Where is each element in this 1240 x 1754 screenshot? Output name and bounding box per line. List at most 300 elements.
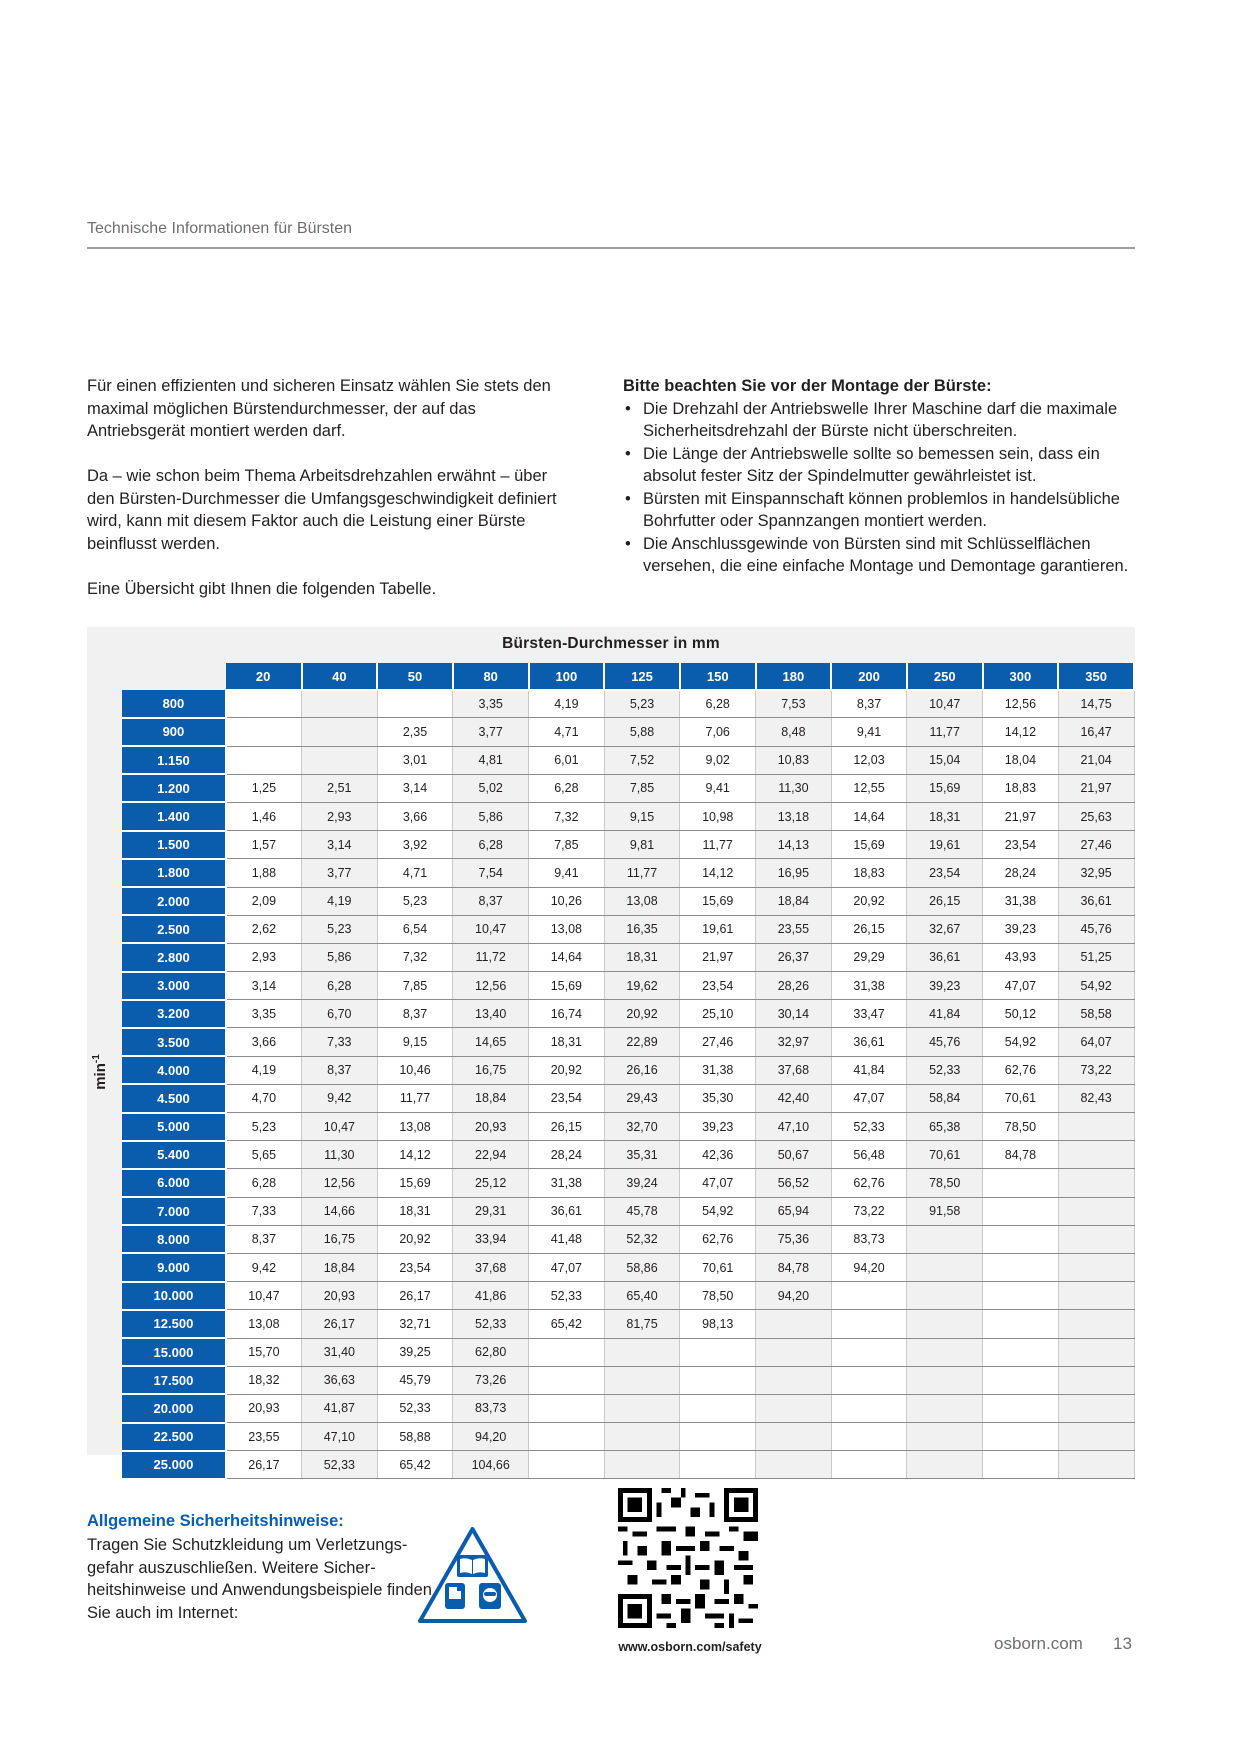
table-cell: 30,14 — [756, 1000, 832, 1028]
table-cell: 47,07 — [983, 972, 1059, 1000]
table-cell: 39,24 — [604, 1169, 680, 1197]
row-header-rpm: 3.200 — [122, 1000, 226, 1028]
row-header-rpm: 1.500 — [122, 831, 226, 859]
table-row — [122, 1113, 1134, 1141]
table-cell: 58,86 — [604, 1253, 680, 1281]
column-header-diameter: 150 — [680, 663, 756, 690]
table-cell: 58,88 — [377, 1423, 453, 1451]
speed-table-panel — [87, 627, 1135, 1473]
table-cell: 10,83 — [756, 746, 832, 774]
table-cell — [907, 1282, 983, 1310]
table-cell: 19,62 — [604, 972, 680, 1000]
table-cell: 52,33 — [453, 1310, 529, 1338]
table-cell: 52,33 — [377, 1394, 453, 1422]
table-cell: 26,17 — [377, 1282, 453, 1310]
table-cell: 3,77 — [453, 718, 529, 746]
list-item: • Die Länge der Antriebswelle sollte so bemessen sein, dass ein absolut fester Sitz der Spindelmutter gewährleistet ist. — [623, 443, 1143, 488]
table-cell: 14,13 — [756, 831, 832, 859]
mounting-notes-list — [623, 398, 1143, 578]
table-cell: 25,10 — [680, 1000, 756, 1028]
table-cell: 5,23 — [226, 1113, 302, 1141]
table-cell: 42,40 — [756, 1084, 832, 1112]
table-cell: 52,33 — [529, 1282, 605, 1310]
table-cell: 23,55 — [756, 915, 832, 943]
list-item: • Die Drehzahl der Antriebswelle Ihrer Maschine darf die maximale Sicherheitsdrehzahl der Bürste nicht überschreiten. — [623, 398, 1143, 443]
table-cell — [1058, 1169, 1134, 1197]
table-cell: 22,89 — [604, 1028, 680, 1056]
table-cell: 25,12 — [453, 1169, 529, 1197]
table-cell: 84,78 — [756, 1253, 832, 1281]
table-cell: 31,38 — [983, 887, 1059, 915]
table-cell: 18,31 — [377, 1197, 453, 1225]
table-cell: 78,50 — [907, 1169, 983, 1197]
table-cell: 16,95 — [756, 859, 832, 887]
table-row — [122, 887, 1134, 915]
table-cell — [1058, 1394, 1134, 1422]
table-cell: 37,68 — [453, 1253, 529, 1281]
table-cell: 4,81 — [453, 746, 529, 774]
page-number: 13 — [1113, 1634, 1132, 1653]
table-cell: 65,42 — [529, 1310, 605, 1338]
table-cell: 31,38 — [529, 1169, 605, 1197]
table-cell: 54,92 — [1058, 972, 1134, 1000]
table-row — [122, 859, 1134, 887]
table-cell: 47,07 — [680, 1169, 756, 1197]
table-cell: 28,24 — [983, 859, 1059, 887]
table-row — [122, 1394, 1134, 1422]
table-cell: 73,22 — [831, 1197, 907, 1225]
table-cell — [983, 1282, 1059, 1310]
table-cell: 16,47 — [1058, 718, 1134, 746]
footer-site: osborn.com — [994, 1634, 1083, 1653]
table-cell: 7,52 — [604, 746, 680, 774]
table-row — [122, 1197, 1134, 1225]
table-row — [122, 746, 1134, 774]
table-cell: 1,88 — [226, 859, 302, 887]
row-header-rpm: 9.000 — [122, 1253, 226, 1281]
header-divider — [87, 247, 1135, 249]
table-cell: 9,02 — [680, 746, 756, 774]
table-cell: 28,24 — [529, 1141, 605, 1169]
safety-instructions-sign-icon — [415, 1525, 530, 1625]
table-cell: 7,33 — [302, 1028, 378, 1056]
table-cell: 42,36 — [680, 1141, 756, 1169]
column-header-diameter: 125 — [604, 663, 680, 690]
table-cell: 6,28 — [453, 831, 529, 859]
table-row — [122, 1253, 1134, 1281]
table-cell: 3,14 — [377, 774, 453, 802]
table-cell: 73,26 — [453, 1366, 529, 1394]
table-cell: 26,15 — [529, 1113, 605, 1141]
table-cell: 10,47 — [226, 1282, 302, 1310]
table-cell: 11,77 — [907, 718, 983, 746]
table-cell: 8,37 — [453, 887, 529, 915]
table-row — [122, 831, 1134, 859]
table-cell: 94,20 — [453, 1423, 529, 1451]
list-item: • Bürsten mit Einspannschaft können problemlos in handelsübliche Bohrfutter oder Spannzangen montiert werden. — [623, 488, 1143, 533]
table-cell: 22,94 — [453, 1141, 529, 1169]
table-cell: 62,76 — [680, 1225, 756, 1253]
intro-paragraph: Für einen effizienten und sicheren Einsatz wählen Sie stets den maximal möglichen Bürstendurchmesser, der auf das Antriebsgerät montiert werden darf. — [87, 377, 551, 440]
table-row — [122, 1338, 1134, 1366]
table-cell: 4,19 — [302, 887, 378, 915]
table-title: Bürsten-Durchmesser in mm — [502, 635, 720, 652]
table-cell: 12,55 — [831, 774, 907, 802]
table-cell: 58,84 — [907, 1084, 983, 1112]
row-header-rpm: 25.000 — [122, 1451, 226, 1479]
table-cell: 47,07 — [529, 1253, 605, 1281]
table-cell — [831, 1310, 907, 1338]
row-header-rpm: 2.800 — [122, 943, 226, 971]
table-cell: 23,54 — [983, 831, 1059, 859]
row-header-rpm: 12.500 — [122, 1310, 226, 1338]
table-cell: 4,71 — [529, 718, 605, 746]
table-row — [122, 1423, 1134, 1451]
table-cell: 12,56 — [983, 690, 1059, 718]
table-cell: 5,23 — [604, 690, 680, 718]
table-cell: 4,19 — [226, 1056, 302, 1084]
table-cell: 39,23 — [983, 915, 1059, 943]
table-cell: 33,47 — [831, 1000, 907, 1028]
page-header-title: Technische Informationen für Bürsten — [87, 220, 353, 237]
table-cell: 21,97 — [1058, 774, 1134, 802]
table-cell: 37,68 — [756, 1056, 832, 1084]
table-cell: 23,54 — [377, 1253, 453, 1281]
row-header-rpm: 17.500 — [122, 1366, 226, 1394]
row-header-rpm: 2.500 — [122, 915, 226, 943]
table-cell: 36,61 — [529, 1197, 605, 1225]
table-cell: 7,32 — [377, 943, 453, 971]
table-cell: 11,30 — [302, 1141, 378, 1169]
safety-url-link[interactable]: www.osborn.com/safety — [618, 1640, 762, 1654]
table-cell: 4,19 — [529, 690, 605, 718]
table-cell: 18,84 — [453, 1084, 529, 1112]
table-row — [122, 943, 1134, 971]
table-cell: 14,66 — [302, 1197, 378, 1225]
table-cell: 19,61 — [907, 831, 983, 859]
table-cell — [302, 690, 378, 718]
table-cell — [983, 1253, 1059, 1281]
table-cell: 16,75 — [453, 1056, 529, 1084]
table-cell: 45,79 — [377, 1366, 453, 1394]
table-cell: 25,63 — [1058, 802, 1134, 830]
table-cell: 29,43 — [604, 1084, 680, 1112]
table-cell: 13,08 — [604, 887, 680, 915]
table-cell — [907, 1451, 983, 1479]
table-cell: 41,84 — [907, 1000, 983, 1028]
table-row — [122, 1225, 1134, 1253]
row-header-rpm: 10.000 — [122, 1282, 226, 1310]
table-cell: 9,41 — [831, 718, 907, 746]
table-cell — [1058, 1338, 1134, 1366]
table-cell: 5,86 — [453, 802, 529, 830]
table-cell: 9,15 — [377, 1028, 453, 1056]
table-cell: 52,33 — [907, 1056, 983, 1084]
table-cell: 8,37 — [226, 1225, 302, 1253]
table-cell: 3,14 — [302, 831, 378, 859]
table-cell — [983, 1310, 1059, 1338]
table-cell — [983, 1338, 1059, 1366]
table-row — [122, 774, 1134, 802]
table-cell: 83,73 — [453, 1394, 529, 1422]
table-cell: 47,10 — [302, 1423, 378, 1451]
table-row — [122, 1056, 1134, 1084]
table-cell: 20,93 — [453, 1113, 529, 1141]
table-body — [122, 690, 1134, 1479]
table-cell: 7,53 — [756, 690, 832, 718]
table-cell: 36,63 — [302, 1366, 378, 1394]
table-cell: 7,85 — [604, 774, 680, 802]
safety-text: Tragen Sie Schutzkleidung um Verletzungsgefahr auszuschließen. Weitere Sicherheitshinweise und Anwendungsbeispiele finden Sie auch im Internet: — [87, 1536, 432, 1622]
table-cell — [756, 1423, 832, 1451]
table-cell: 65,38 — [907, 1113, 983, 1141]
table-cell: 26,17 — [226, 1451, 302, 1479]
table-cell — [907, 1253, 983, 1281]
table-cell: 9,42 — [302, 1084, 378, 1112]
table-cell: 51,25 — [1058, 943, 1134, 971]
table-cell: 11,77 — [377, 1084, 453, 1112]
table-cell: 45,76 — [907, 1028, 983, 1056]
table-cell: 62,80 — [453, 1338, 529, 1366]
table-cell — [377, 690, 453, 718]
table-cell: 65,42 — [377, 1451, 453, 1479]
table-cell: 23,54 — [907, 859, 983, 887]
table-cell — [680, 1338, 756, 1366]
rpm-unit-base: min — [92, 1063, 109, 1090]
table-cell: 28,26 — [756, 972, 832, 1000]
table-cell: 7,33 — [226, 1197, 302, 1225]
table-cell — [1058, 1225, 1134, 1253]
row-header-rpm: 5.000 — [122, 1113, 226, 1141]
table-cell — [226, 746, 302, 774]
table-cell: 4,71 — [377, 859, 453, 887]
table-cell — [604, 1338, 680, 1366]
table-cell: 18,84 — [302, 1253, 378, 1281]
table-cell: 104,66 — [453, 1451, 529, 1479]
table-cell: 36,61 — [1058, 887, 1134, 915]
table-cell: 1,46 — [226, 802, 302, 830]
table-row — [122, 1000, 1134, 1028]
table-cell: 20,92 — [377, 1225, 453, 1253]
table-cell — [1058, 1197, 1134, 1225]
table-cell: 21,97 — [680, 943, 756, 971]
table-row — [122, 1084, 1134, 1112]
table-cell: 14,75 — [1058, 690, 1134, 718]
table-cell: 35,30 — [680, 1084, 756, 1112]
table-cell: 18,84 — [756, 887, 832, 915]
table-cell: 20,93 — [302, 1282, 378, 1310]
table-cell: 23,54 — [529, 1084, 605, 1112]
row-header-rpm: 1.800 — [122, 859, 226, 887]
table-cell: 32,67 — [907, 915, 983, 943]
table-cell — [604, 1394, 680, 1422]
table-cell: 29,31 — [453, 1197, 529, 1225]
table-cell — [226, 690, 302, 718]
table-cell — [983, 1366, 1059, 1394]
table-cell: 7,54 — [453, 859, 529, 887]
table-cell — [302, 746, 378, 774]
table-cell: 41,48 — [529, 1225, 605, 1253]
list-item: • Die Anschlussgewinde von Bürsten sind mit Schlüsselflächen versehen, die eine einfache Montage und Demontage garantieren. — [623, 533, 1143, 578]
table-cell — [604, 1423, 680, 1451]
mounting-notes — [623, 375, 1143, 578]
table-cell: 26,15 — [907, 887, 983, 915]
table-cell: 18,83 — [831, 859, 907, 887]
table-cell — [680, 1423, 756, 1451]
table-cell: 16,35 — [604, 915, 680, 943]
table-cell: 14,12 — [377, 1141, 453, 1169]
safety-heading: Allgemeine Sicherheitshinweise: — [87, 1512, 344, 1530]
table-cell — [831, 1366, 907, 1394]
table-cell: 56,52 — [756, 1169, 832, 1197]
table-cell: 7,85 — [377, 972, 453, 1000]
column-header-diameter: 40 — [302, 663, 378, 690]
table-cell: 6,54 — [377, 915, 453, 943]
table-cell: 2,35 — [377, 718, 453, 746]
table-cell: 47,07 — [831, 1084, 907, 1112]
table-cell: 13,18 — [756, 802, 832, 830]
table-cell: 2,51 — [302, 774, 378, 802]
table-cell: 94,20 — [756, 1282, 832, 1310]
table-cell: 6,01 — [529, 746, 605, 774]
table-row — [122, 802, 1134, 830]
table-cell: 15,04 — [907, 746, 983, 774]
table-cell: 16,74 — [529, 1000, 605, 1028]
table-cell: 21,97 — [983, 802, 1059, 830]
table-cell: 14,64 — [529, 943, 605, 971]
table-cell: 47,10 — [756, 1113, 832, 1141]
table-cell: 70,61 — [983, 1084, 1059, 1112]
table-cell: 32,97 — [756, 1028, 832, 1056]
table-cell — [529, 1423, 605, 1451]
table-cell: 78,50 — [983, 1113, 1059, 1141]
table-cell — [1058, 1423, 1134, 1451]
table-cell: 83,73 — [831, 1225, 907, 1253]
table-cell: 5,23 — [302, 915, 378, 943]
table-cell: 1,25 — [226, 774, 302, 802]
table-cell: 12,03 — [831, 746, 907, 774]
table-cell: 6,70 — [302, 1000, 378, 1028]
table-cell — [529, 1338, 605, 1366]
table-cell: 6,28 — [529, 774, 605, 802]
table-cell: 7,06 — [680, 718, 756, 746]
table-header-row — [122, 663, 1134, 690]
table-row — [122, 972, 1134, 1000]
table-cell: 29,29 — [831, 943, 907, 971]
table-cell: 75,36 — [756, 1225, 832, 1253]
table-cell: 18,31 — [907, 802, 983, 830]
table-cell: 70,61 — [680, 1253, 756, 1281]
row-header-rpm: 1.200 — [122, 774, 226, 802]
intro-paragraph: Eine Übersicht gibt Ihnen die folgenden Tabelle. — [87, 579, 437, 598]
table-cell: 39,25 — [377, 1338, 453, 1366]
table-cell — [907, 1394, 983, 1422]
table-cell: 6,28 — [226, 1169, 302, 1197]
table-cell — [680, 1366, 756, 1394]
table-cell: 5,23 — [377, 887, 453, 915]
table-cell — [983, 1394, 1059, 1422]
table-cell: 10,46 — [377, 1056, 453, 1084]
table-cell: 2,93 — [302, 802, 378, 830]
table-cell: 13,40 — [453, 1000, 529, 1028]
table-cell: 52,32 — [604, 1225, 680, 1253]
table-cell: 15,70 — [226, 1338, 302, 1366]
row-header-rpm: 15.000 — [122, 1338, 226, 1366]
table-cell: 9,41 — [680, 774, 756, 802]
table-cell: 9,81 — [604, 831, 680, 859]
table-cell: 5,65 — [226, 1141, 302, 1169]
column-header-diameter: 350 — [1058, 663, 1134, 690]
column-header-diameter: 300 — [983, 663, 1059, 690]
column-header-diameter: 80 — [453, 663, 529, 690]
table-cell — [756, 1366, 832, 1394]
table-cell: 39,23 — [907, 972, 983, 1000]
table-cell: 15,69 — [529, 972, 605, 1000]
table-cell — [1058, 1451, 1134, 1479]
table-cell: 41,84 — [831, 1056, 907, 1084]
table-cell: 8,37 — [831, 690, 907, 718]
table-cell — [680, 1451, 756, 1479]
table-cell: 1,57 — [226, 831, 302, 859]
column-header-diameter: 50 — [377, 663, 453, 690]
table-cell: 12,56 — [302, 1169, 378, 1197]
table-row — [122, 690, 1134, 718]
table-cell — [529, 1394, 605, 1422]
table-cell — [604, 1366, 680, 1394]
table-cell: 18,31 — [529, 1028, 605, 1056]
table-row — [122, 1282, 1134, 1310]
row-header-rpm: 2.000 — [122, 887, 226, 915]
table-cell: 31,38 — [831, 972, 907, 1000]
table-cell: 5,86 — [302, 943, 378, 971]
table-cell: 81,75 — [604, 1310, 680, 1338]
table-cell: 27,46 — [1058, 831, 1134, 859]
table-cell: 14,64 — [831, 802, 907, 830]
table-row — [122, 718, 1134, 746]
table-cell — [302, 718, 378, 746]
row-header-rpm: 8.000 — [122, 1225, 226, 1253]
table-cell — [907, 1338, 983, 1366]
table-cell: 19,61 — [680, 915, 756, 943]
column-header-diameter: 20 — [226, 663, 302, 690]
row-header-rpm: 1.150 — [122, 746, 226, 774]
column-header-diameter: 250 — [907, 663, 983, 690]
table-cell — [831, 1394, 907, 1422]
table-cell: 14,12 — [983, 718, 1059, 746]
table-row — [122, 915, 1134, 943]
table-row — [122, 1169, 1134, 1197]
table-cell: 23,55 — [226, 1423, 302, 1451]
table-cell: 3,14 — [226, 972, 302, 1000]
table-cell — [1058, 1366, 1134, 1394]
table-cell: 43,93 — [983, 943, 1059, 971]
table-cell: 8,37 — [377, 1000, 453, 1028]
table-cell: 13,08 — [226, 1310, 302, 1338]
table-cell: 14,12 — [680, 859, 756, 887]
table-cell: 70,61 — [907, 1141, 983, 1169]
table-cell: 10,47 — [453, 915, 529, 943]
table-row — [122, 1310, 1134, 1338]
table-cell — [983, 1197, 1059, 1225]
table-cell: 13,08 — [377, 1113, 453, 1141]
table-cell: 54,92 — [680, 1197, 756, 1225]
table-cell: 39,23 — [680, 1113, 756, 1141]
table-cell: 9,42 — [226, 1253, 302, 1281]
table-cell — [831, 1423, 907, 1451]
table-cell: 31,40 — [302, 1338, 378, 1366]
table-cell: 31,38 — [680, 1056, 756, 1084]
table-cell: 62,76 — [831, 1169, 907, 1197]
